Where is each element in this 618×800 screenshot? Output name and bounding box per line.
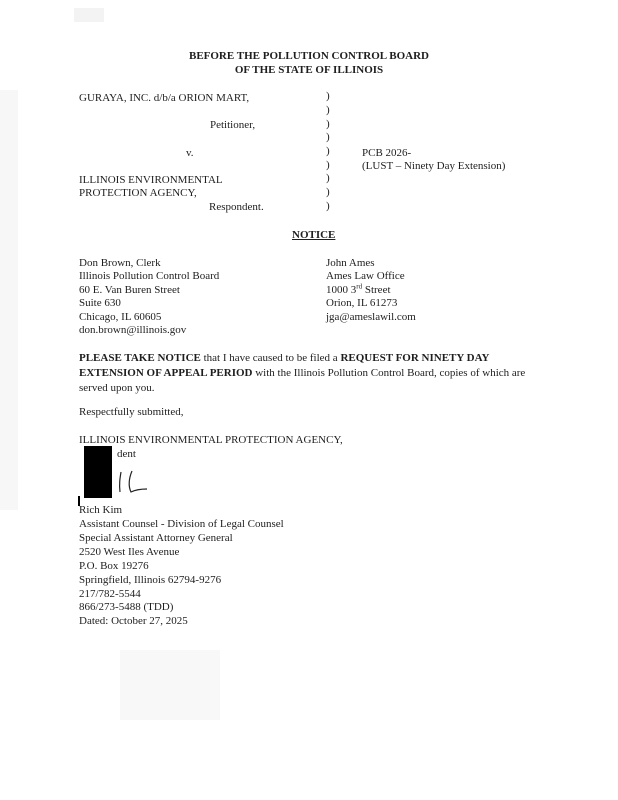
clerk-email[interactable]: don.brown@illinois.gov <box>79 324 187 336</box>
signer-pobox: P.O. Box 19276 <box>79 560 149 572</box>
court-heading-line2: OF THE STATE OF ILLINOIS <box>234 64 384 76</box>
clerk-name: Don Brown, Clerk <box>79 257 161 269</box>
respondent-name-line2: PROTECTION AGENCY, <box>79 187 197 199</box>
versus: v. <box>186 147 194 159</box>
clerk-city: Chicago, IL 60605 <box>79 311 162 323</box>
notice-lead: PLEASE TAKE NOTICE <box>79 352 201 364</box>
closing: Respectfully submitted, <box>79 406 184 418</box>
date-line: Dated: October 27, 2025 <box>79 615 188 627</box>
counsel-street-number: 1000 3 <box>326 284 357 296</box>
caption-bracket: ) <box>326 145 330 157</box>
counsel-city: Orion, IL 61273 <box>326 297 398 309</box>
petitioner-role: Petitioner, <box>210 119 256 131</box>
caption-bracket: ) <box>326 131 330 143</box>
counsel-email[interactable]: jga@ameslawil.com <box>326 311 416 323</box>
counsel-org: Ames Law Office <box>326 270 405 282</box>
caption-bracket: ) <box>326 200 330 212</box>
caption-bracket: ) <box>326 90 330 102</box>
court-heading-line1: BEFORE THE POLLUTION CONTROL BOARD <box>188 50 429 62</box>
caption-bracket: ) <box>326 186 330 198</box>
clerk-org: Illinois Pollution Control Board <box>79 270 220 282</box>
caption-bracket: ) <box>326 118 330 130</box>
role-fragment: dent <box>117 448 136 460</box>
signer-title: Assistant Counsel - Division of Legal Counsel <box>79 518 284 530</box>
notice-title: NOTICE <box>292 229 336 241</box>
notice-text-end: with the Illinois Pollution Control Board, copies of which are served upon you. <box>79 367 526 394</box>
scan-artifact <box>0 90 18 510</box>
counsel-street <box>326 284 391 297</box>
signer-phone: 217/782-5544 <box>79 588 141 600</box>
counsel-name: John Ames <box>326 257 375 269</box>
caption-bracket: ) <box>326 172 330 184</box>
signer-city: Springfield, Illinois 62794-9276 <box>79 574 222 586</box>
petitioner-name: GURAYA, INC. d/b/a ORION MART, <box>79 92 250 104</box>
caption-bracket: ) <box>326 104 330 116</box>
counsel-street-name: Street <box>362 284 391 296</box>
case-type: (LUST – Ninety Day Extension) <box>362 160 506 172</box>
signer-name: Rich Kim <box>79 504 123 516</box>
signer-tdd: 866/273-5488 (TDD) <box>79 601 174 613</box>
case-number: PCB 2026- <box>362 147 412 159</box>
caption-bracket: ) <box>326 159 330 171</box>
scan-artifact <box>120 650 220 720</box>
counsel-street-ordinal: rd <box>356 282 363 291</box>
signature-mark <box>115 468 155 496</box>
clerk-street: 60 E. Van Buren Street <box>79 284 180 296</box>
signer-street: 2520 West Iles Avenue <box>79 546 180 558</box>
notice-text: that I have caused to be filed a <box>200 352 341 364</box>
respondent-role: Respondent. <box>209 201 264 213</box>
clerk-suite: Suite 630 <box>79 297 121 309</box>
filing-title: REQUEST FOR NINETY DAY EXTENSION OF APPEAL PERIOD <box>79 352 490 379</box>
scan-artifact <box>74 8 104 22</box>
notice-body <box>79 351 549 396</box>
signer-title2: Special Assistant Attorney General <box>79 532 233 544</box>
respondent-name-line1: ILLINOIS ENVIRONMENTAL <box>79 174 223 186</box>
agency-name: ILLINOIS ENVIRONMENTAL PROTECTION AGENCY, <box>79 434 343 446</box>
redaction-box <box>84 446 112 498</box>
